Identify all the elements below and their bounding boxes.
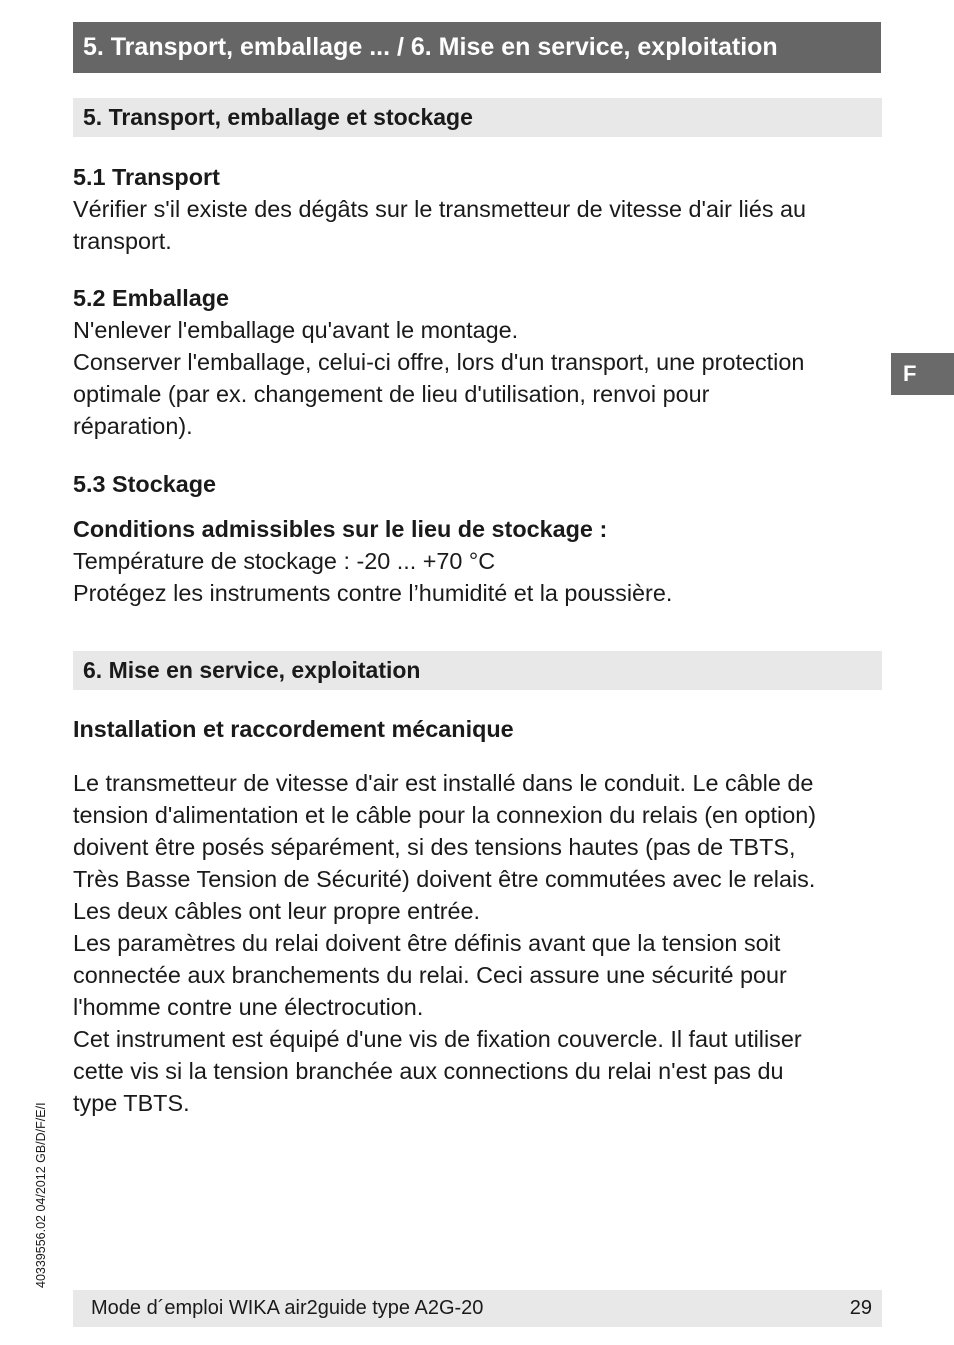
paragraph-line: Conserver l'emballage, celui-ci offre, lors d'un transport, une protection [73, 349, 805, 375]
paragraph-line: N'enlever l'emballage qu'avant le montage. [73, 317, 519, 343]
paragraph-line: l'homme contre une électrocution. [73, 994, 424, 1020]
subsection-5-3 [73, 468, 883, 609]
paragraph-line: cette vis si la tension branchée aux connections du relai n'est pas du [73, 1058, 784, 1084]
paragraph-line: type TBTS. [73, 1090, 190, 1116]
paragraph-line: connectée aux branchements du relai. Ceci assure une sécurité pour [73, 962, 787, 988]
paragraph-line: transport. [73, 228, 172, 254]
subsection-5-2 [73, 282, 883, 442]
language-tab-label: F [903, 361, 917, 386]
storage-conditions-heading: Conditions admissibles sur le lieu de stockage : [73, 516, 608, 542]
subsection-5-1 [73, 161, 883, 257]
subsection-5-2-heading: 5.2 Emballage [73, 285, 230, 311]
section-5-title-bar [73, 98, 882, 137]
paragraph-line: Température de stockage : -20 ... +70 °C [73, 548, 496, 574]
paragraph-line: Le transmetteur de vitesse d'air est installé dans le conduit. Le câble de [73, 770, 814, 796]
section-6-title-bar [73, 651, 882, 690]
footer-title: Mode d´emploi WIKA air2guide type A2G-20 [91, 1297, 484, 1319]
paragraph-line: doivent être posés séparément, si des tensions hautes (pas de TBTS, [73, 834, 796, 860]
page-header-title: 5. Transport, emballage ... / 6. Mise en service, exploitation [83, 33, 778, 61]
page-number: 29 [849, 1297, 872, 1319]
subsection-5-1-heading: 5.1 Transport [73, 164, 220, 190]
page-footer [73, 1290, 882, 1327]
installation-heading: Installation et raccordement mécanique [73, 716, 514, 742]
section-5-title: 5. Transport, emballage et stockage [83, 104, 473, 130]
page-header [73, 22, 881, 73]
document-code: 40339556.02 04/2012 GB/D/F/E/I [34, 1102, 48, 1288]
section-6-body [73, 713, 883, 1119]
subsection-5-3-heading: 5.3 Stockage [73, 471, 217, 497]
paragraph-line: Cet instrument est équipé d'une vis de fixation couvercle. Il faut utiliser [73, 1026, 802, 1052]
language-tab [891, 353, 954, 395]
paragraph-line: Les paramètres du relai doivent être définis avant que la tension soit [73, 930, 781, 956]
paragraph-line: réparation). [73, 413, 193, 439]
paragraph-line: Vérifier s'il existe des dégâts sur le transmetteur de vitesse d'air liés au [73, 196, 807, 222]
paragraph-line: optimale (par ex. changement de lieu d'utilisation, renvoi pour [73, 381, 710, 407]
section-6-title: 6. Mise en service, exploitation [83, 657, 421, 683]
paragraph-line: Protégez les instruments contre l’humidité et la poussière. [73, 580, 673, 606]
paragraph-line: tension d'alimentation et le câble pour la connexion du relais (en option) [73, 802, 817, 828]
paragraph-line: Les deux câbles ont leur propre entrée. [73, 898, 480, 924]
paragraph-line: Très Basse Tension de Sécurité) doivent être commutées avec le relais. [73, 866, 816, 892]
